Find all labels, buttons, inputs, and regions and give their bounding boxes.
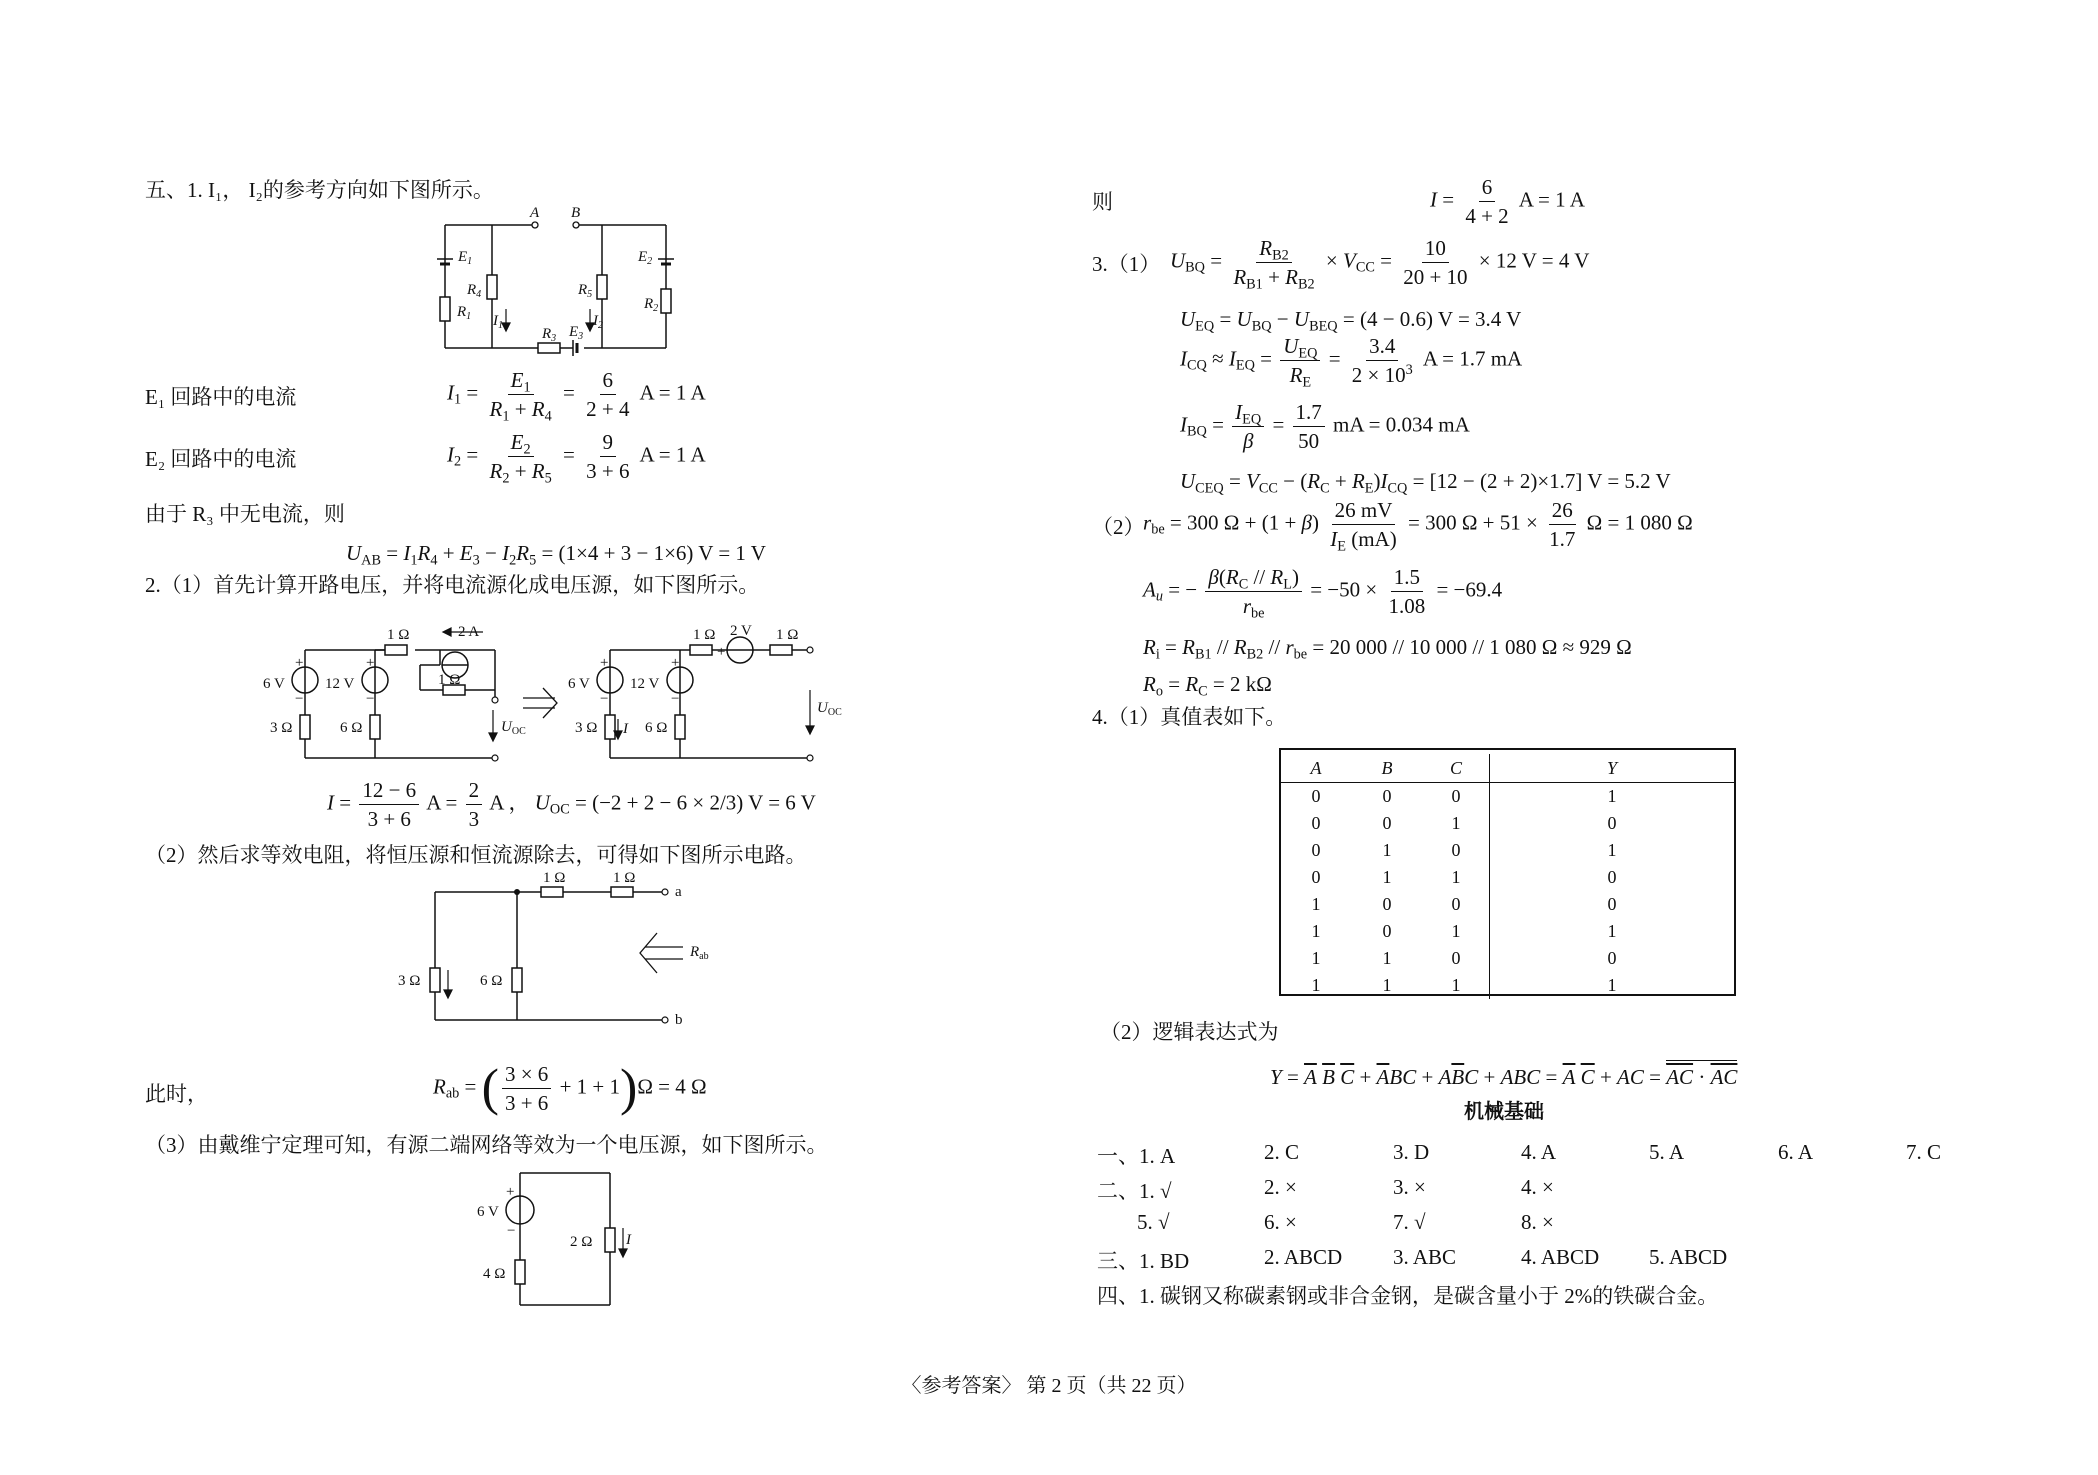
q5-1-r3-text: 由于 R₃ 中无电流，则 bbox=[145, 502, 345, 526]
svg-text:I1: $I_1$ bbox=[493, 313, 503, 331]
svg-text:+: + bbox=[366, 655, 375, 671]
svg-text:−: − bbox=[600, 691, 609, 707]
svg-text:3 Ω: 3 Ω bbox=[575, 720, 598, 736]
table-row bbox=[1281, 810, 1734, 837]
au-formula: $A_u$ = − $\beta(R_C // R_L)$ $r_{be}$ = −50 × $\frac{1.5}{1.08}$ = −69.4 bbox=[1143, 565, 1503, 622]
rbe-formula: $r_{be} = 300$ Ω + (1 + β) $\frac{26 mV}{I_E (mA)}$ = 300 Ω + 51 × $\frac{26}{1.7}$ Ω = 1 080 Ω bbox=[1143, 498, 1693, 555]
mech-row4-label: 三、1. BD bbox=[1097, 1249, 1190, 1273]
mech-answer: 5. A bbox=[1649, 1140, 1685, 1164]
circuit-diagram-3 bbox=[395, 872, 725, 1037]
cell: 1 bbox=[1490, 783, 1735, 811]
svg-text:a: a bbox=[675, 884, 682, 900]
cell: 1 bbox=[1490, 837, 1735, 864]
cell: 0 bbox=[1311, 786, 1321, 806]
svg-text:R3: $R_3$ bbox=[542, 326, 557, 344]
svg-text:E2: $E_2$ bbox=[638, 249, 653, 267]
svg-text:6 V: 6 V bbox=[568, 676, 590, 692]
svg-text:−: − bbox=[757, 643, 766, 659]
table-row bbox=[1281, 783, 1734, 811]
svg-text:−: − bbox=[295, 691, 304, 707]
i1-formula: $I_1$ = $\frac{E_1}{R_1 + R_4}$ = $\frac{6}{2 + 4}$ A = 1 A bbox=[447, 368, 706, 425]
table-row bbox=[1281, 972, 1734, 999]
cell: 1 bbox=[1311, 975, 1321, 995]
cell: 1 bbox=[1451, 921, 1461, 941]
cell: 1 bbox=[1451, 867, 1461, 887]
mech-row5: 四、1. 碳钢又称碳素钢或非合金钢，是碳含量小于 2%的铁碳合金。 bbox=[1097, 1284, 1719, 1308]
svg-text:B: B bbox=[571, 205, 581, 221]
svg-text:6 Ω: 6 Ω bbox=[480, 973, 503, 989]
q5-2-intro: 2.（1）首先计算开路电压，并将电流源化成电压源，如下图所示。 bbox=[145, 573, 760, 597]
table-row bbox=[1281, 837, 1734, 864]
svg-text:R1: $R_1$ bbox=[457, 304, 472, 322]
cell: 1 bbox=[1382, 840, 1392, 860]
cell: 1 bbox=[1451, 813, 1461, 833]
svg-text:1 Ω: 1 Ω bbox=[613, 870, 636, 886]
svg-text:−: − bbox=[671, 691, 680, 707]
mech-answer: 3. ABC bbox=[1393, 1245, 1457, 1269]
cell: 1 bbox=[1382, 948, 1392, 968]
svg-text:+: + bbox=[717, 644, 726, 660]
ibq-formula: $I_{BQ}$ = $I_{EQ}$ β = $\frac{1.7}{50}$ mA = 0.034 mA bbox=[1180, 400, 1470, 454]
mech-answer: 2. C bbox=[1264, 1140, 1300, 1164]
svg-text:A: A bbox=[530, 205, 540, 221]
mech-answer: 5. ABCD bbox=[1649, 1245, 1728, 1269]
svg-text:E1: $E_1$ bbox=[458, 249, 473, 267]
mech-answer: 3. × bbox=[1393, 1175, 1426, 1199]
svg-text:4 Ω: 4 Ω bbox=[483, 1266, 506, 1282]
truth-table-header-row bbox=[1281, 754, 1734, 783]
svg-text:6 V: 6 V bbox=[477, 1204, 499, 1220]
cell: 1 bbox=[1311, 894, 1321, 914]
cell: 0 bbox=[1451, 894, 1461, 914]
logic-expression: $Y = \overline{A}$ $\overline{B}$ $\overline{C} + \overline{A}BC + A\overline{B}C$ + ABC = $\overline{A}$ $\overline{C}$ + AC = $\overline{A}\overline{C} \cdot \overline{AC}$ bbox=[1270, 1060, 1737, 1089]
circuit-diagram-2 bbox=[255, 615, 855, 770]
q5-1-intro: 五、1. I₁， I₂的参考方向如下图所示。 bbox=[145, 178, 494, 202]
col-header-y: Y bbox=[1490, 754, 1735, 783]
cell: 0 bbox=[1490, 945, 1735, 972]
svg-text:1 Ω: 1 Ω bbox=[387, 627, 410, 643]
mech-answer: 6. × bbox=[1264, 1210, 1297, 1234]
svg-text:R4: $R_4$ bbox=[467, 282, 482, 300]
svg-text:R5: $R_5$ bbox=[578, 282, 593, 300]
cell: 1 bbox=[1382, 975, 1392, 995]
svg-text:3 Ω: 3 Ω bbox=[398, 973, 421, 989]
svg-text:+: + bbox=[600, 655, 609, 671]
cell: 0 bbox=[1382, 921, 1392, 941]
then-text: 则 bbox=[1092, 190, 1113, 214]
col-header-c: C bbox=[1423, 754, 1490, 783]
cell: 0 bbox=[1451, 786, 1461, 806]
q3-1-label: 3.（1） bbox=[1092, 252, 1161, 276]
mech-row2-label: 二、1. √ bbox=[1097, 1179, 1172, 1203]
icq-formula: $I_{CQ} \approx I_{EQ}$ = $U_{EQ}$ $R_E$ = $\frac{3.4}{2 \times 10^3}$ A = 1.7 mA bbox=[1180, 334, 1523, 391]
svg-text:1 Ω: 1 Ω bbox=[438, 672, 461, 688]
circuit-diagram-1 bbox=[430, 205, 700, 365]
svg-text:UOC: $U_{OC}$ bbox=[817, 700, 842, 718]
col-header-b: B bbox=[1351, 754, 1423, 783]
svg-text:12 V: 12 V bbox=[630, 676, 660, 692]
svg-text:3 Ω: 3 Ω bbox=[270, 720, 293, 736]
cell: 1 bbox=[1382, 867, 1392, 887]
svg-text:I2: $I_2$ bbox=[593, 313, 603, 331]
svg-text:2 Ω: 2 Ω bbox=[570, 1234, 593, 1250]
truth-table-container bbox=[1279, 748, 1736, 996]
q4-1-label: 4.（1）真值表如下。 bbox=[1092, 705, 1287, 729]
cell: 0 bbox=[1382, 786, 1392, 806]
ro-formula: $R_o = R_C = 2$ kΩ bbox=[1143, 672, 1272, 700]
mech-title: 机械基础 bbox=[1464, 1099, 1544, 1123]
svg-text:+: + bbox=[506, 1184, 515, 1200]
mech-answer: 7. √ bbox=[1393, 1210, 1426, 1234]
q5-2-now: 此时， bbox=[145, 1082, 208, 1106]
i-formula-right: I = $\frac{6}{4 + 2}$ A = 1 A bbox=[1430, 175, 1585, 229]
svg-text:+: + bbox=[295, 655, 304, 671]
svg-text:I: I bbox=[623, 721, 628, 737]
rab-formula: $R_{ab}$ = ( $\frac{3 \times 6}{3 + 6}$ + 1 + 1)Ω = 4 Ω bbox=[433, 1059, 707, 1117]
mech-answer: 7. C bbox=[1906, 1140, 1942, 1164]
cell: 1 bbox=[1311, 948, 1321, 968]
svg-text:−: − bbox=[507, 1223, 516, 1239]
table-row bbox=[1281, 918, 1734, 945]
truth-table bbox=[1281, 754, 1734, 999]
cell: 0 bbox=[1311, 840, 1321, 860]
cell: 1 bbox=[1490, 972, 1735, 999]
mech-answer: 2. ABCD bbox=[1264, 1245, 1343, 1269]
cell: 0 bbox=[1382, 813, 1392, 833]
table-row bbox=[1281, 945, 1734, 972]
mech-row1-label: 一、1. A bbox=[1097, 1144, 1176, 1168]
mech-answer: 2. × bbox=[1264, 1175, 1297, 1199]
q3-2-label: （2） bbox=[1092, 515, 1145, 539]
q5-2-p3: （3）由戴维宁定理可知，有源二端网络等效为一个电压源，如下图所示。 bbox=[145, 1133, 828, 1157]
svg-text:−: − bbox=[366, 691, 375, 707]
svg-text:Rab: $R_{ab}$ bbox=[690, 944, 709, 962]
cell: 0 bbox=[1451, 948, 1461, 968]
cell: 1 bbox=[1490, 918, 1735, 945]
table-row bbox=[1281, 891, 1734, 918]
mech-answer: 8. × bbox=[1521, 1210, 1554, 1234]
mech-answer: 5. √ bbox=[1137, 1210, 1170, 1234]
q5-1-e2-label: E₂ 回路中的电流 bbox=[145, 447, 297, 471]
i-uoc-formula: I = $\frac{12 - 6}{3 + 6}$ A = $\frac{2}{3}$ A ， $U_{OC} = (-2 + 2 - 6 \times 2/3) V = 6$ V bbox=[327, 778, 816, 832]
ubq-formula: $U_{BQ}$ = $\frac{R_{B2}}{R_{B1} + R_{B2}}$ × $V_{CC}$ = $\frac{10}{20 + 10}$ × 12 V = 4 V bbox=[1170, 236, 1590, 293]
cell: 1 bbox=[1311, 921, 1321, 941]
cell: 1 bbox=[1451, 975, 1461, 995]
mech-answer: 4. ABCD bbox=[1521, 1245, 1600, 1269]
circuit-diagram-4 bbox=[465, 1165, 635, 1315]
col-header-a: A bbox=[1281, 754, 1351, 783]
i2-formula: $I_2$ = $\frac{E_2}{R_2 + R_5}$ = $\frac{9}{3 + 6}$ A = 1 A bbox=[447, 430, 706, 487]
svg-text:6 Ω: 6 Ω bbox=[645, 720, 668, 736]
svg-text:b: b bbox=[675, 1012, 683, 1028]
mech-answer: 6. A bbox=[1778, 1140, 1814, 1164]
svg-text:1 Ω: 1 Ω bbox=[543, 870, 566, 886]
cell: 0 bbox=[1451, 840, 1461, 860]
svg-text:1 Ω: 1 Ω bbox=[776, 627, 799, 643]
cell: 0 bbox=[1311, 813, 1321, 833]
uab-formula: $U_{AB} = I_1R_4 + E_3 - I_2R_5 = (1\times 4 + 3 - 1\times 6) V = 1$ V bbox=[346, 541, 766, 569]
ri-formula: $R_i = R_{B1} // R_{B2} // r_{be} = 20$ 000 // 10 000 // 1 080 Ω ≈ 929 Ω bbox=[1143, 635, 1632, 663]
svg-text:I: I bbox=[626, 1232, 631, 1248]
mech-answer: 4. × bbox=[1521, 1175, 1554, 1199]
cell: 0 bbox=[1490, 864, 1735, 891]
svg-text:E3: $E_3$ bbox=[569, 324, 584, 342]
q5-2-p2: （2）然后求等效电阻，将恒压源和恒流源除去，可得如下图所示电路。 bbox=[145, 843, 807, 867]
svg-text:+: + bbox=[671, 655, 680, 671]
svg-text:R2: $R_2$ bbox=[644, 296, 659, 314]
svg-text:1 Ω: 1 Ω bbox=[693, 627, 716, 643]
q5-1-e1-label: E₁ 回路中的电流 bbox=[145, 385, 297, 409]
svg-text:12 V: 12 V bbox=[325, 676, 355, 692]
ueq-formula: $U_{EQ} = U_{BQ} - U_{BEQ} = (4 - 0.6) V = 3.4$ V bbox=[1180, 307, 1522, 335]
mech-answer: 4. A bbox=[1521, 1140, 1557, 1164]
svg-text:2 V: 2 V bbox=[730, 623, 752, 639]
svg-text:6 V: 6 V bbox=[263, 676, 285, 692]
cell: 0 bbox=[1490, 810, 1735, 837]
svg-text:2 A: 2 A bbox=[458, 624, 480, 640]
cell: 0 bbox=[1311, 867, 1321, 887]
svg-text:6 Ω: 6 Ω bbox=[340, 720, 363, 736]
page-footer: 〈参考答案〉 第 2 页（共 22 页） bbox=[901, 1375, 1197, 1397]
cell: 0 bbox=[1382, 894, 1392, 914]
cell: 0 bbox=[1490, 891, 1735, 918]
table-row bbox=[1281, 864, 1734, 891]
svg-text:UOC: $U_{OC}$ bbox=[501, 719, 526, 737]
uceq-formula: $U_{CEQ} = V_{CC} - (R_C + R_E)I_{CQ} = [12 - (2 + 2)\times 1.7] V = 5.2$ V bbox=[1180, 469, 1671, 497]
mech-answer: 3. D bbox=[1393, 1140, 1430, 1164]
q4-2-label: （2）逻辑表达式为 bbox=[1100, 1020, 1279, 1044]
